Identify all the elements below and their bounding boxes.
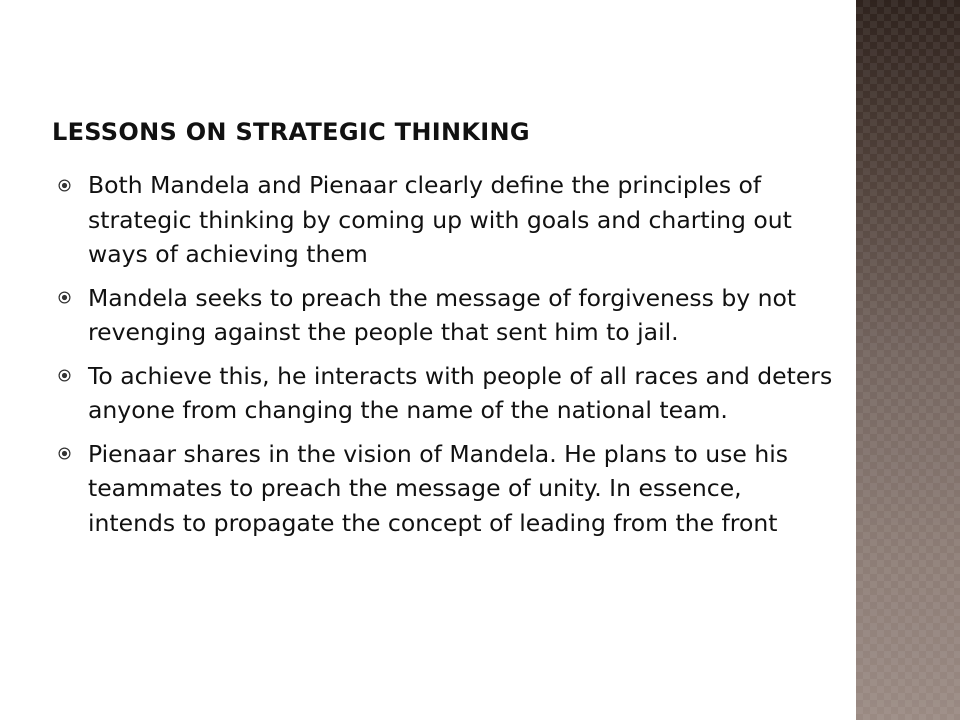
list-item	[54, 359, 834, 428]
bullet-text: Mandela seeks to preach the message of forgiveness by not revenging against the people that sent him to jail.	[88, 283, 797, 346]
decorative-side-panel	[856, 0, 960, 720]
circled-dot-icon	[54, 359, 88, 393]
bullet-list	[54, 168, 834, 549]
bullet-text: To achieve this, he interacts with people of all races and deters anyone from changing the name of the national team.	[88, 361, 833, 424]
circled-dot-icon	[54, 281, 88, 315]
list-item	[54, 168, 834, 272]
slide-title: LESSONS ON STRATEGIC THINKING	[52, 118, 530, 146]
bullet-text: Pienaar shares in the vision of Mandela. He plans to use his teammates to preach the message of unity. In essence, intends to propagate the concept of leading from the front	[88, 439, 788, 537]
bullet-text: Both Mandela and Pienaar clearly define the principles of strategic thinking by coming up with goals and charting out ways of achieving them	[88, 171, 792, 268]
circled-dot-icon	[54, 168, 88, 202]
list-item	[54, 437, 834, 541]
list-item	[54, 281, 834, 350]
circled-dot-icon	[54, 437, 88, 471]
